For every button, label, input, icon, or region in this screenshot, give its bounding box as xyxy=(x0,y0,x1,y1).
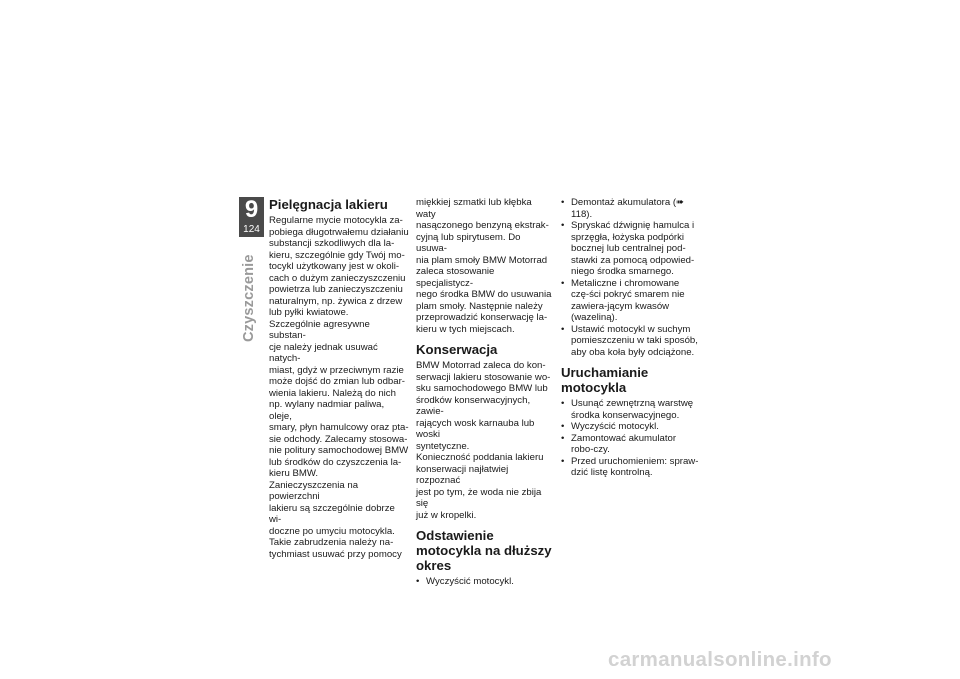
list-item: • Spryskać dźwignię hamulca i sprzęgła, łożyska podpórki bocznej lub centralnej pod-stawki za pomocą odpowied-niego środka smarnego. xyxy=(561,220,699,278)
list-item: • Wyczyścić motocykl. xyxy=(416,576,553,588)
chapter-side-title: Czyszczenie xyxy=(241,254,257,342)
text-line: przeprowadzić konserwację la- xyxy=(416,312,548,323)
text-line: lub środków do czyszczenia la- xyxy=(269,456,402,468)
text-line: BMW Motorrad zaleca do kon- xyxy=(416,360,546,371)
text-line: np. wylany nadmiar paliwa, oleje, xyxy=(269,399,385,422)
text-line: Regularne mycie motocykla za- xyxy=(269,215,403,226)
storage-list-continued xyxy=(561,197,699,358)
text-line: naturalnym, np. żywica z drzew xyxy=(269,295,403,307)
paint-care-text xyxy=(269,215,409,560)
text-line: już w kropelki. xyxy=(416,509,477,521)
text-line: powietrza lub zanieczyszczeniu xyxy=(269,284,403,295)
recommissioning-list xyxy=(561,398,699,479)
text-line: sie odchody. Zalecamy stosowa- xyxy=(269,433,408,445)
text-line: Konieczność poddania lakieru xyxy=(416,452,544,463)
text-line: nasączonego benzyną ekstrak- xyxy=(416,220,549,231)
text-line: Zanieczyszczenia na powierzchni xyxy=(269,479,359,502)
text-line: sku samochodowego BMW lub xyxy=(416,383,548,394)
text-line: substancji szkodliwych dla la- xyxy=(269,238,395,249)
text-line: kieru BMW. xyxy=(269,468,319,479)
list-item: • Demontaż akumulatora (➠ 118). xyxy=(561,197,699,220)
chapter-tab xyxy=(239,197,264,237)
text-line: lub pyłki kwiatowe. xyxy=(269,307,349,318)
text-line: kieru, szczególnie gdy Twój mo- xyxy=(269,249,405,261)
text-line: smary, płyn hamulcowy oraz pta- xyxy=(269,422,409,433)
text-line: wienia lakieru. Należą do nich xyxy=(269,387,396,399)
heading-recommissioning: Uruchamianie motocykla xyxy=(561,365,649,395)
column-2 xyxy=(416,197,553,588)
text-line: syntetyczne. xyxy=(416,440,470,452)
text-line: Takie zabrudzenia należy na- xyxy=(269,537,394,548)
text-line: pobiega długotrwałemu działaniu xyxy=(269,226,409,238)
text-line: cyjną lub spirytusem. Do usuwa- xyxy=(416,231,521,254)
list-item: • Wyczyścić motocykl. xyxy=(561,421,699,433)
watermark: carmanualsonline.info xyxy=(608,648,832,671)
text-line: tocykl użytkowany jest w okoli- xyxy=(269,261,400,272)
chapter-number: 9 xyxy=(244,196,259,223)
text-line: nego środka BMW do usuwania xyxy=(416,289,552,300)
list-item: • Przed uruchomieniem: spraw-dzić listę kontrolną. xyxy=(561,456,699,479)
text-line: nie politury samochodowej BMW xyxy=(269,445,409,456)
text-line: jest po tym, że woda nie zbija się xyxy=(416,486,542,509)
column-1 xyxy=(269,197,409,560)
text-line: plam smoły. Następnie należy xyxy=(416,300,543,312)
column-3 xyxy=(561,197,699,479)
text-line: tychmiast usuwać przy pomocy xyxy=(269,548,402,560)
list-item: • Zamontować akumulator robo-czy. xyxy=(561,433,699,456)
storage-list xyxy=(416,576,553,588)
text-line: miękkiej szmatki lub kłębka waty xyxy=(416,197,532,220)
text-line: doczne po umyciu motocykla. xyxy=(269,525,395,537)
text-line: serwacji lakieru stosowanie wo- xyxy=(416,371,551,383)
heading-preservation: Konserwacja xyxy=(416,342,498,357)
list-item: • Usunąć zewnętrzną warstwę środka konserwacyjnego. xyxy=(561,398,699,421)
text-line: lakieru są szczególnie dobrze wi- xyxy=(269,502,395,525)
text-line: Szczególnie agresywne substan- xyxy=(269,318,370,341)
text-line: środków konserwacyjnych, zawie- xyxy=(416,394,531,417)
page-number: 124 xyxy=(243,224,260,235)
list-item: • Metaliczne i chromowane czę-ści pokryć smarem nie zawiera-jącym kwasów (wazeliną). xyxy=(561,278,699,324)
list-item: • Ustawić motocykl w suchym pomieszczeniu w taki sposób, aby oba koła były odciążone. xyxy=(561,324,699,359)
heading-paint-care: Pielęgnacja lakieru xyxy=(269,197,388,212)
text-line: miast, gdyż w przeciwnym razie xyxy=(269,364,404,376)
heading-storage: Odstawienie motocykla na dłuższy okres xyxy=(416,528,552,573)
preservation-text xyxy=(416,360,553,521)
text-line: nia plam smoły BMW Motorrad xyxy=(416,254,548,266)
text-line: rających wosk karnauba lub woski xyxy=(416,417,535,440)
text-line: cach o dużym zanieczyszczeniu xyxy=(269,272,406,284)
paint-care-continued xyxy=(416,197,553,335)
text-line: może dojść do zmian lub odbar- xyxy=(269,376,405,387)
text-line: kieru w tych miejscach. xyxy=(416,323,515,335)
text-line: zaleca stosowanie specjalistycz- xyxy=(416,266,495,289)
text-line: cje należy jednak usuwać natych- xyxy=(269,341,378,364)
text-line: konserwacji najłatwiej rozpoznać xyxy=(416,463,509,486)
